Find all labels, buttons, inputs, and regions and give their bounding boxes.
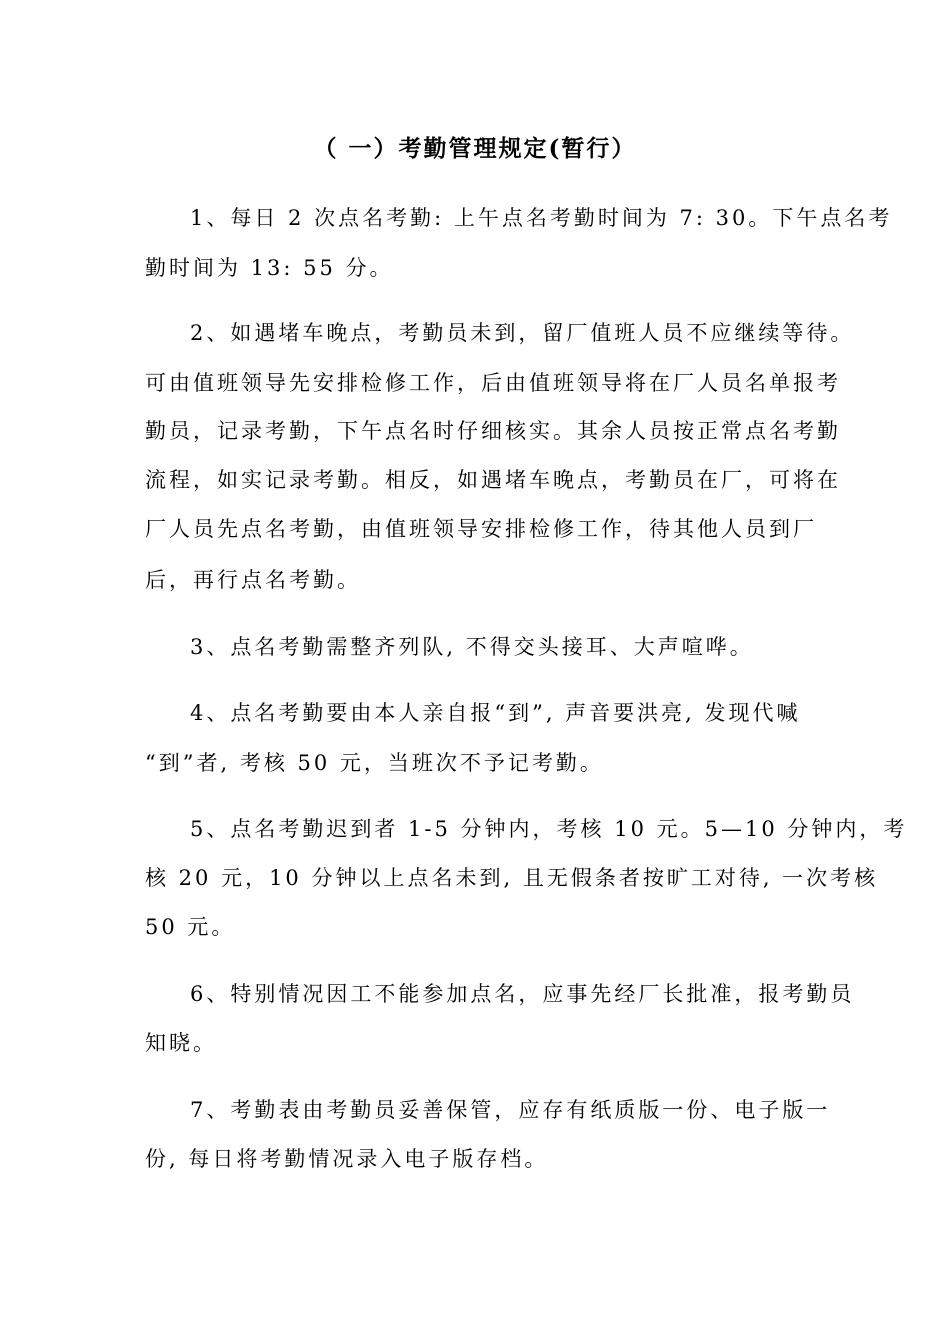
paragraph-2-line-4: 流程，如实记录考勤。相反，如遇堵车晚点，考勤员在厂，可将在 (145, 468, 841, 492)
paragraph-5-line-3: 50 元。 (145, 915, 236, 939)
paragraph-7-line-1: 7、考勤表由考勤员妥善保管，应存有纸质版一份、电子版一 (190, 1098, 831, 1122)
paragraph-2-line-3: 勤员，记录考勤，下午点名时仔细核实。其余人员按正常点名考勤 (145, 419, 841, 443)
paragraph-6-line-2: 知晓。 (145, 1031, 217, 1055)
document-title: （ 一）考勤管理规定(暂行） (313, 135, 637, 162)
paragraph-2-line-5: 厂人员先点名考勤，由值班领导安排检修工作，待其他人员到厂 (145, 517, 817, 541)
paragraph-2-line-6: 后，再行点名考勤。 (145, 568, 361, 592)
paragraph-4-line-2: “到”者, 考核 50 元，当班次不予记考勤。 (145, 751, 604, 775)
paragraph-1-line-2: 勤时间为 13: 55 分。 (145, 256, 394, 280)
paragraph-1-line-1: 1、每日 2 次点名考勤: 上午点名考勤时间为 7: 30。下午点名考 (190, 206, 893, 230)
paragraph-3-line-1: 3、点名考勤需整齐列队, 不得交头接耳、大声喧哗。 (190, 635, 754, 659)
paragraph-5-line-2: 核 20 元，10 分钟以上点名未到, 且无假条者按旷工对待, 一次考核 (145, 866, 879, 890)
paragraph-6-line-1: 6、特别情况因工不能参加点名，应事先经厂长批准，报考勤员 (190, 982, 855, 1006)
paragraph-5-line-1: 5、点名考勤迟到者 1-5 分钟内，考核 10 元。5—10 分钟内，考 (190, 817, 908, 841)
paragraph-2-line-2: 可由值班领导先安排检修工作，后由值班领导将在厂人员名单报考 (145, 371, 841, 395)
paragraph-4-line-1: 4、点名考勤要由本人亲自报“到”, 声音要洪亮, 发现代喊 (190, 701, 801, 725)
paragraph-2-line-1: 2、如遇堵车晚点，考勤员未到，留厂值班人员不应继续等待。 (190, 321, 855, 345)
paragraph-7-line-2: 份, 每日将考勤情况录入电子版存档。 (145, 1147, 549, 1171)
